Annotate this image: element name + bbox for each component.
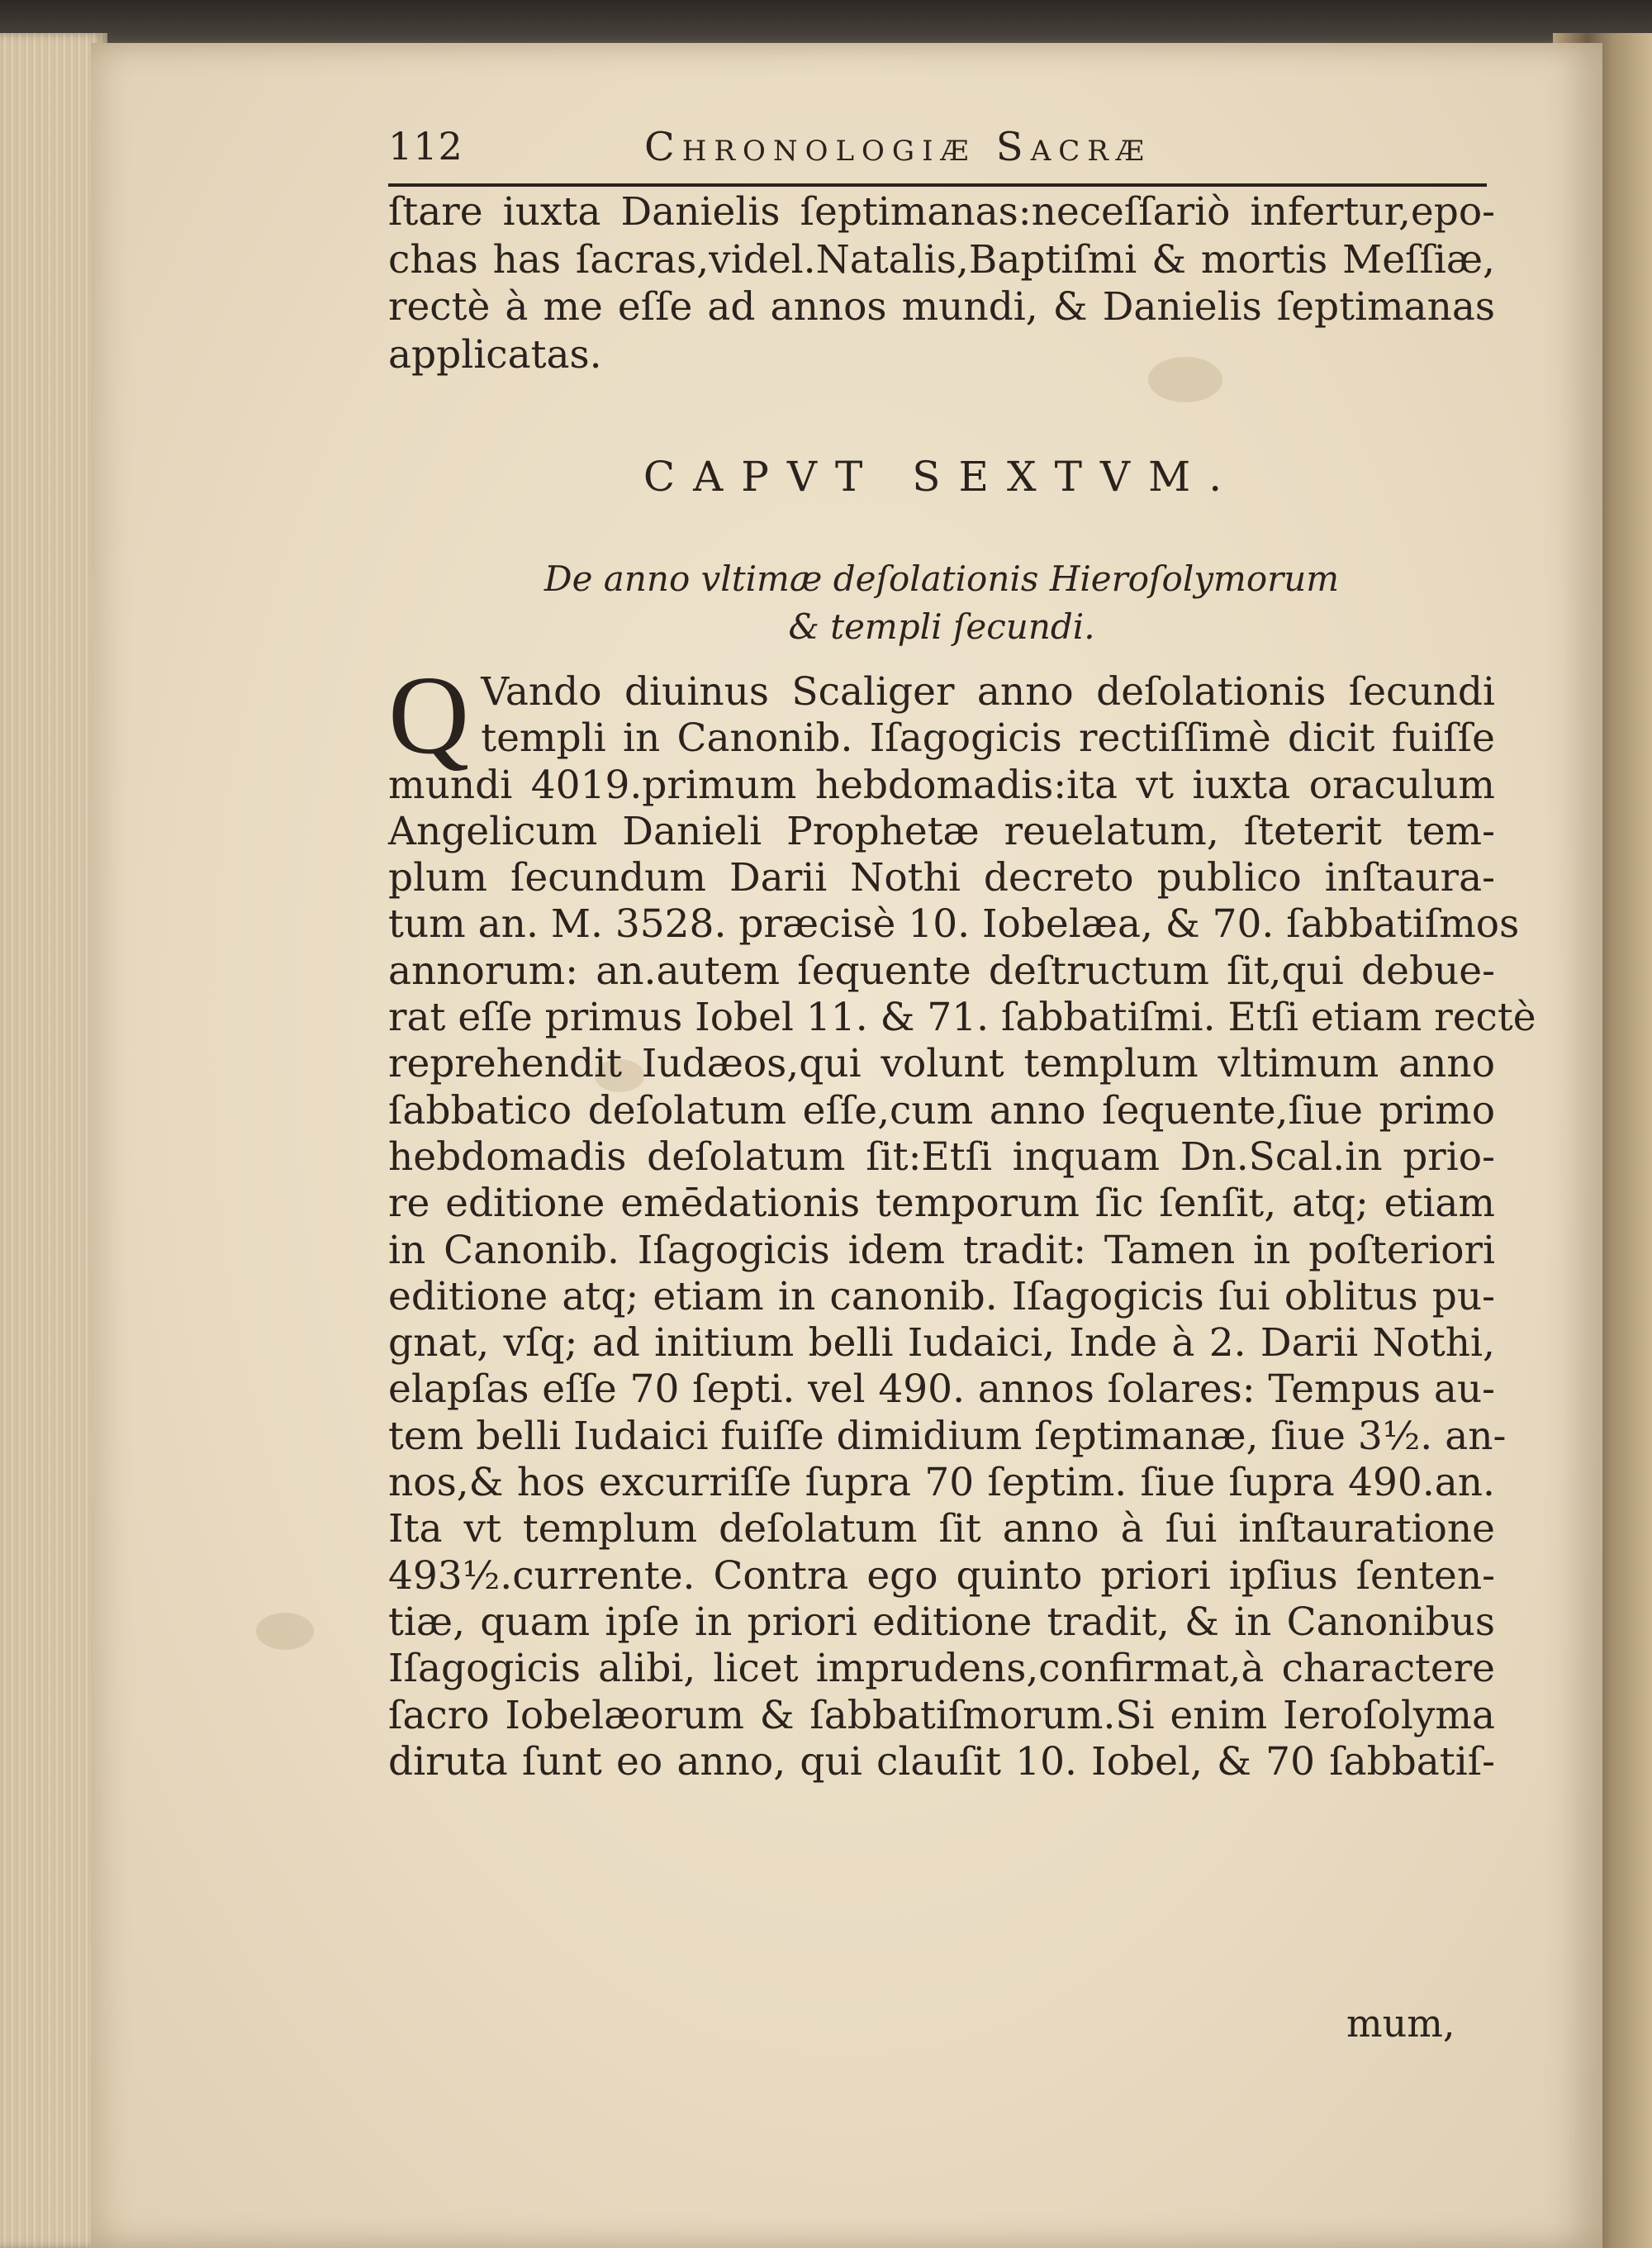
page-number: 112 [388, 124, 463, 169]
text-line: editione atq; etiam in canonib. Iſagogicis ſui oblitus pu- [388, 1273, 1495, 1319]
text-line: ſacro Iobelæorum & ſabbatiſmorum.Si enim Ieroſolyma [388, 1692, 1495, 1738]
subtitle-line: De anno vltimæ deſolationis Hieroſolymorum [544, 558, 1340, 599]
text-line: 493½.currente. Contra ego quinto priori ipſius ſenten- [388, 1552, 1495, 1599]
text-line: Iſagogicis alibi, licet imprudens,confirmat,à charactere [388, 1646, 1495, 1692]
text-line: annorum: an.autem ſequente deſtructum ſit,qui debue- [388, 948, 1495, 994]
text-line: templi in Canonib. Iſagogicis rectiſſimè dicit fuiſſe [481, 715, 1495, 762]
text-line: Ita vt templum deſolatum ſit anno à ſui inſtauratione [388, 1506, 1495, 1552]
subtitle-line: & templi ſecundi. [788, 606, 1095, 647]
header-rule [388, 183, 1487, 187]
text-line: elapſas eſſe 70 ſepti. vel 490. annos ſolares: Tempus au- [388, 1366, 1495, 1413]
text-line: rectè à me eſſe ad annos mundi, & Danielis ſeptimanas [388, 284, 1495, 330]
text-line: reprehendit Iudæos,qui volunt templum vltimum anno [388, 1041, 1495, 1087]
text-line: tiæ, quam ipſe in priori editione tradit, & in Canonibus [388, 1599, 1495, 1645]
text-line: plum ſecundum Darii Nothi decreto publico inſtaura- [388, 855, 1495, 901]
text-line: diruta ſunt eo anno, qui clauſit 10. Iobel, & 70 ſabbatiſ- [388, 1738, 1495, 1785]
text-line: in Canonib. Iſagogicis idem tradit: Tamen in poſteriori [388, 1227, 1495, 1273]
running-header [388, 124, 1495, 182]
text-line: tum an. M. 3528. præcisè 10. Iobelæa, & 70. ſabbatiſmos [388, 901, 1520, 948]
text-line: Angelicum Danieli Prophetæ reuelatum, ſteterit tem- [388, 808, 1495, 854]
text-line: tem belli Iudaici fuiſſe dimidium ſeptimanæ, ſiue 3½. an- [388, 1413, 1507, 1459]
text-line: applicatas. [388, 331, 602, 378]
opening-paragraph [388, 188, 1495, 378]
chapter-subtitle [388, 555, 1495, 651]
text-line: rat eſſe primus Iobel 11. & 71. ſabbatiſmi. Etſi etiam rectè [388, 995, 1536, 1041]
text-line: ſabbatico deſolatum eſſe,cum anno ſequente,ſiue primo [388, 1087, 1495, 1134]
text-line: ſtare iuxta Danielis ſeptimanas:neceſſariò infertur,epo- [388, 189, 1495, 235]
main-paragraph [388, 653, 1536, 1785]
text-line: mundi 4019.primum hebdomadis:ita vt iuxta oraculum [388, 762, 1495, 808]
text-line: chas has ſacras,videl.Natalis,Baptiſmi & mortis Meſſiæ, [388, 236, 1495, 283]
catchword: mum, [1346, 2001, 1455, 2046]
drop-cap: Q [388, 653, 470, 777]
text-line: hebdomadis deſolatum ſit:Etſi inquam Dn.Scal.in prio- [388, 1134, 1495, 1180]
running-title: Chronologiæ Sacræ [644, 124, 1151, 170]
chapter-title: CAPVT SEXTVM. [643, 453, 1241, 501]
text-line: gnat, vſq; ad initium belli Iudaici, Inde à 2. Darii Nothi, [388, 1320, 1495, 1366]
text-line: Vando diuinus Scaliger anno deſolationis ſecundi [481, 669, 1495, 715]
text-line: nos,& hos excurriſſe ſupra 70 ſeptim. ſiue ſupra 490.an. [388, 1460, 1495, 1506]
text-line: re editione emēdationis temporum ſic ſenſit, atq; etiam [388, 1181, 1495, 1227]
